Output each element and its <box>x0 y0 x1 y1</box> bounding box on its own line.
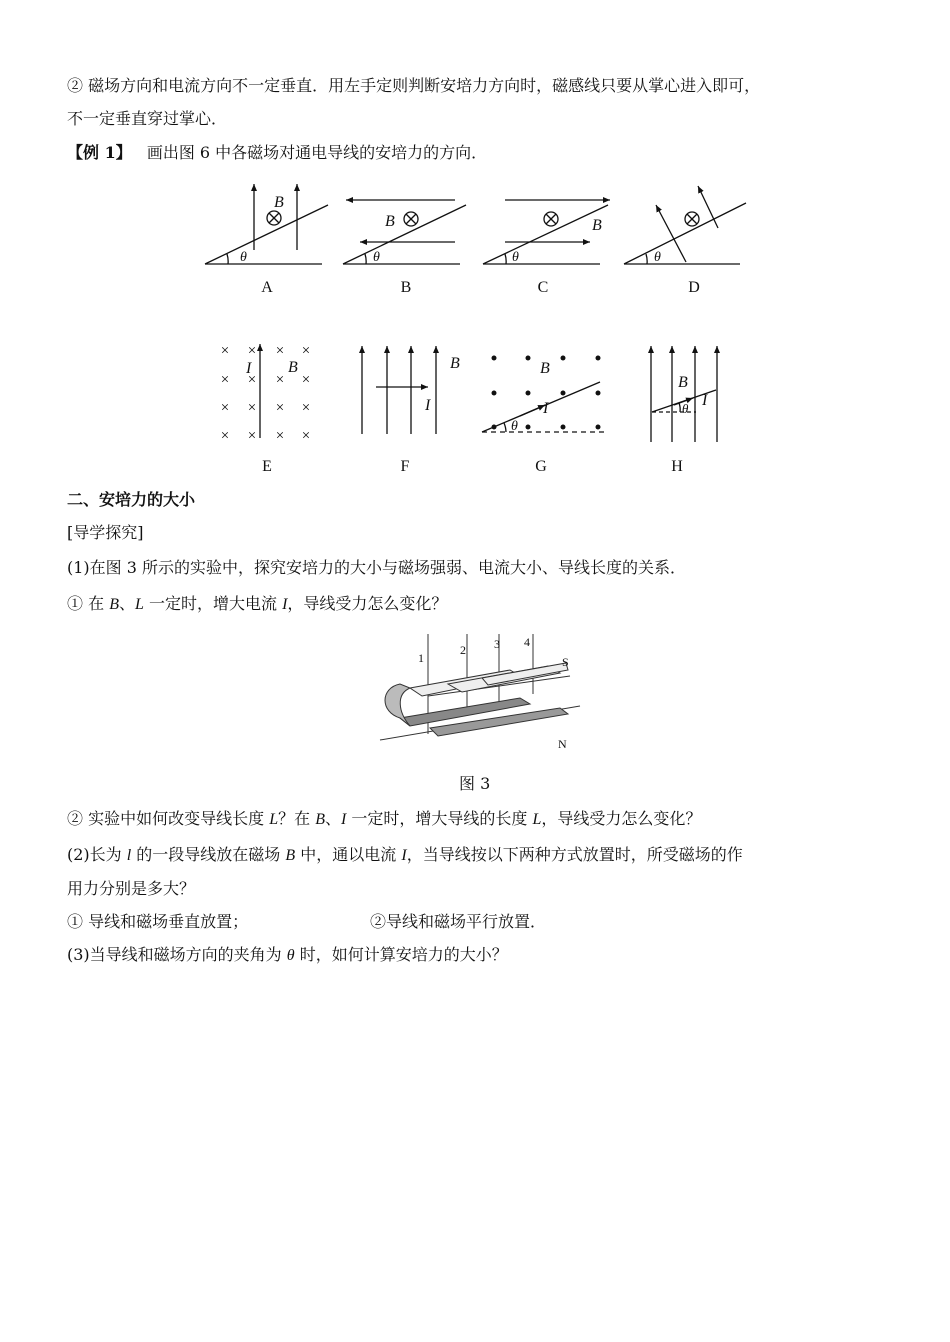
svg-text:3: 3 <box>494 637 500 651</box>
para-line-2: 不一定垂直穿过掌心． <box>67 109 228 128</box>
svg-text:I: I <box>246 360 252 377</box>
figure-3 <box>370 628 590 758</box>
question-2b: ②导线和磁场平行放置． <box>370 912 547 931</box>
label-a: A <box>261 279 273 296</box>
svg-text:×: × <box>301 343 311 359</box>
svg-text:B: B <box>274 194 284 211</box>
svg-text:×: × <box>275 400 285 416</box>
diagram-d <box>624 186 746 264</box>
label-h: H <box>671 458 683 475</box>
svg-text:×: × <box>275 428 285 444</box>
label-c: C <box>537 279 549 296</box>
svg-text:I: I <box>543 400 549 417</box>
svg-text:×: × <box>220 343 230 359</box>
svg-text:B: B <box>678 374 688 391</box>
label-g: G <box>535 458 547 475</box>
question-2a: ① 导线和磁场垂直放置； <box>67 912 249 931</box>
svg-text:×: × <box>247 343 257 359</box>
guide-heading: [导学探究] <box>67 523 144 542</box>
svg-text:×: × <box>220 400 230 416</box>
svg-text:4: 4 <box>524 635 530 649</box>
label-f: F <box>400 458 410 475</box>
example-text: 画出图 6 中各磁场对通电导线的安培力的方向． <box>146 143 488 162</box>
svg-text:θ: θ <box>511 419 518 434</box>
svg-text:×: × <box>220 372 230 388</box>
svg-text:×: × <box>247 372 257 388</box>
svg-text:θ: θ <box>240 250 247 265</box>
svg-text:I: I <box>702 392 708 409</box>
example-line <box>67 142 487 164</box>
diagram-f <box>362 346 436 434</box>
section-title: 二、安培力的大小 <box>67 490 196 509</box>
svg-text:I: I <box>425 397 431 414</box>
svg-text:×: × <box>220 428 230 444</box>
example-tag: 【例 1】 <box>67 143 132 162</box>
diagram-b <box>343 200 466 264</box>
svg-text:N: N <box>558 737 567 751</box>
svg-text:B: B <box>385 213 395 230</box>
svg-text:θ: θ <box>512 250 519 265</box>
svg-text:S: S <box>562 655 569 669</box>
svg-text:2: 2 <box>460 643 466 657</box>
diagram-a <box>205 184 328 264</box>
svg-text:θ: θ <box>654 250 661 265</box>
svg-text:θ: θ <box>373 250 380 265</box>
svg-text:B: B <box>592 217 602 234</box>
question-2-line2: 用力分别是多大？ <box>67 879 196 898</box>
svg-text:B: B <box>450 355 460 372</box>
svg-text:B: B <box>288 359 298 376</box>
svg-text:×: × <box>247 400 257 416</box>
svg-text:×: × <box>301 372 311 388</box>
diagram-c <box>483 200 610 264</box>
svg-text:×: × <box>275 343 285 359</box>
svg-text:×: × <box>301 428 311 444</box>
question-1b: ② 实验中如何改变导线长度 L？在 B、I 一定时，增大导线的长度 L，导线受力怎么变化？ <box>67 809 702 828</box>
question-1a: ① 在 B、L 一定时，增大电流 I，导线受力怎么变化？ <box>67 594 448 613</box>
svg-text:1: 1 <box>418 651 424 665</box>
question-3: (3)当导线和磁场方向的夹角为 θ 时，如何计算安培力的大小？ <box>67 945 508 964</box>
question-2: (2)长为 l 的一段导线放在磁场 B 中，通以电流 I，当导线按以下两种方式放置时，所受磁场的作 <box>67 845 743 864</box>
svg-text:×: × <box>247 428 257 444</box>
question-1: (1)在图 3 所示的实验中，探究安培力的大小与磁场强弱、电流大小、导线长度的关系． <box>67 558 687 577</box>
svg-text:θ: θ <box>682 401 689 416</box>
svg-text:×: × <box>275 372 285 388</box>
fig3-caption: 图 3 <box>459 774 491 793</box>
svg-text:×: × <box>301 400 311 416</box>
label-e: E <box>262 458 272 475</box>
label-b: B <box>400 279 412 296</box>
figure-6 <box>0 170 950 480</box>
para-line-1: ② 磁场方向和电流方向不一定垂直．用左手定则判断安培力方向时，磁感线只要从掌心进入即可， <box>67 76 761 95</box>
label-d: D <box>688 279 700 296</box>
svg-text:B: B <box>540 360 550 377</box>
